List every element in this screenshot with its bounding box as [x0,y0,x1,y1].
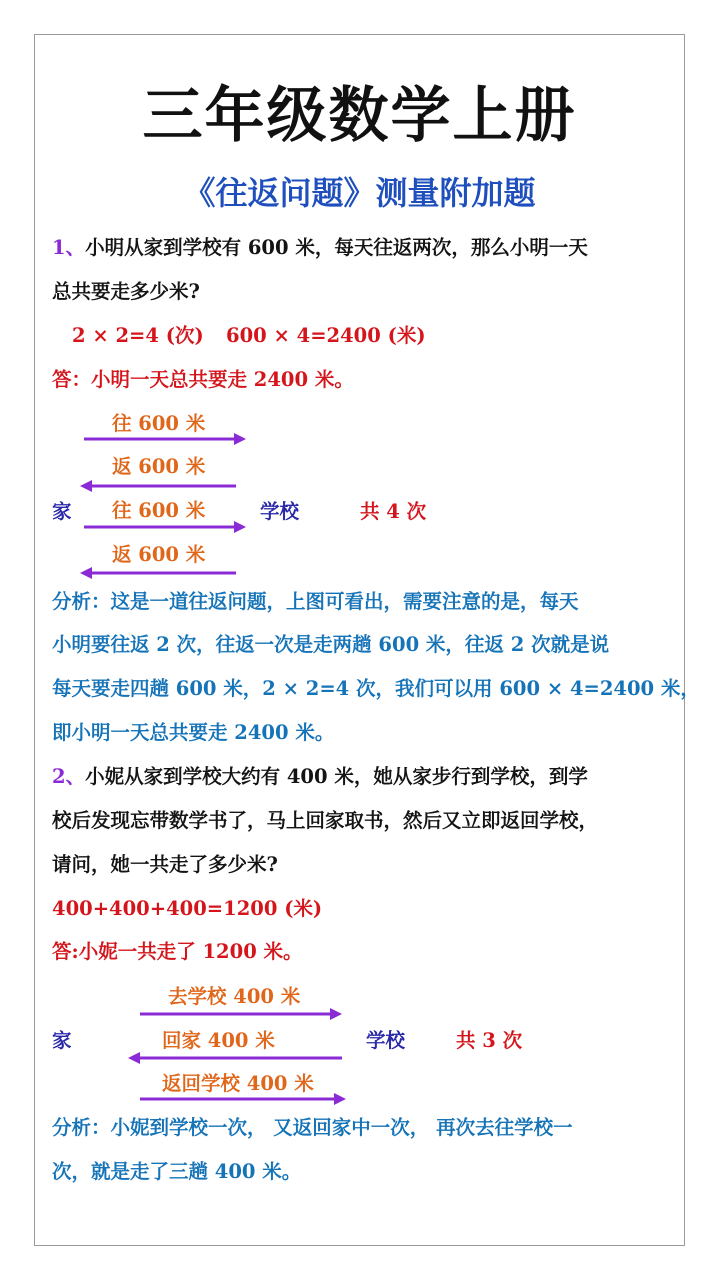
q2-line1 [52,763,588,791]
q2-text-1: 小妮从家到学校大约有 400 米，她从家步行到学校，到学 [85,765,588,788]
q1-analysis-4: 即小明一天总共要走 2400 米。 [52,721,335,744]
q1-line2: 总共要走多少米? [52,280,200,303]
q2-home-label: 家 [52,1029,72,1052]
q2-line3: 请问，她一共走了多少米? [52,853,278,876]
q2-answer: 答:小妮一共走了 1200 米。 [52,940,303,963]
q1-answer: 答：小明一天总共要走 2400 米。 [52,368,354,391]
q2-line2: 校后发现忘带数学书了，马上回家取书，然后又立即返回学校， [52,809,599,832]
q1-calc2: 600 × 4=2400 (米) [226,324,426,347]
q2-arrow-label-1: 去学校 400 米 [168,985,301,1008]
q2-school-label: 学校 [366,1029,406,1052]
q1-calc1: 2 × 2=4 (次) [72,324,204,347]
q1-arrow-label-3: 往 600 米 [112,499,206,522]
q1-analysis-1: 分析：这是一道往返问题，上图可看出，需要注意的是，每天 [52,590,579,613]
q2-arrow-label-2: 回家 400 米 [162,1029,275,1052]
q1-analysis-2: 小明要往返 2 次，往返一次是走两趟 600 米，往返 2 次就是说 [52,633,610,656]
q1-arrow-label-2: 返 600 米 [112,455,206,478]
q1-school-label: 学校 [260,500,300,523]
q1-text-1: 小明从家到学校有 600 米，每天往返两次，那么小明一天 [85,236,588,259]
q2-analysis-1: 分析：小妮到学校一次， 又返回家中一次， 再次去往学校一 [52,1116,573,1139]
page-title: 三年级数学上册 [142,81,577,151]
q2-analysis-2: 次，就是走了三趟 400 米。 [52,1160,302,1183]
q1-total-label: 共 4 次 [360,500,427,523]
page-subtitle: 《往返问题》测量附加题 [183,174,536,212]
q2-number: 2、 [52,765,86,788]
q1-analysis-3: 每天要走四趟 600 米，2 × 2=4 次，我们可以用 600 × 4=2400 米， [52,677,700,700]
q2-calc: 400+400+400=1200 (米) [52,897,323,920]
q1-line1 [52,234,588,262]
q1-home-label: 家 [52,500,72,523]
q1-arrow-label-1: 往 600 米 [112,412,206,435]
q1-arrow-label-4: 返 600 米 [112,543,206,566]
q2-arrow-label-3: 返回学校 400 米 [162,1072,314,1095]
q1-number: 1、 [52,236,86,259]
q2-total-label: 共 3 次 [456,1029,523,1052]
